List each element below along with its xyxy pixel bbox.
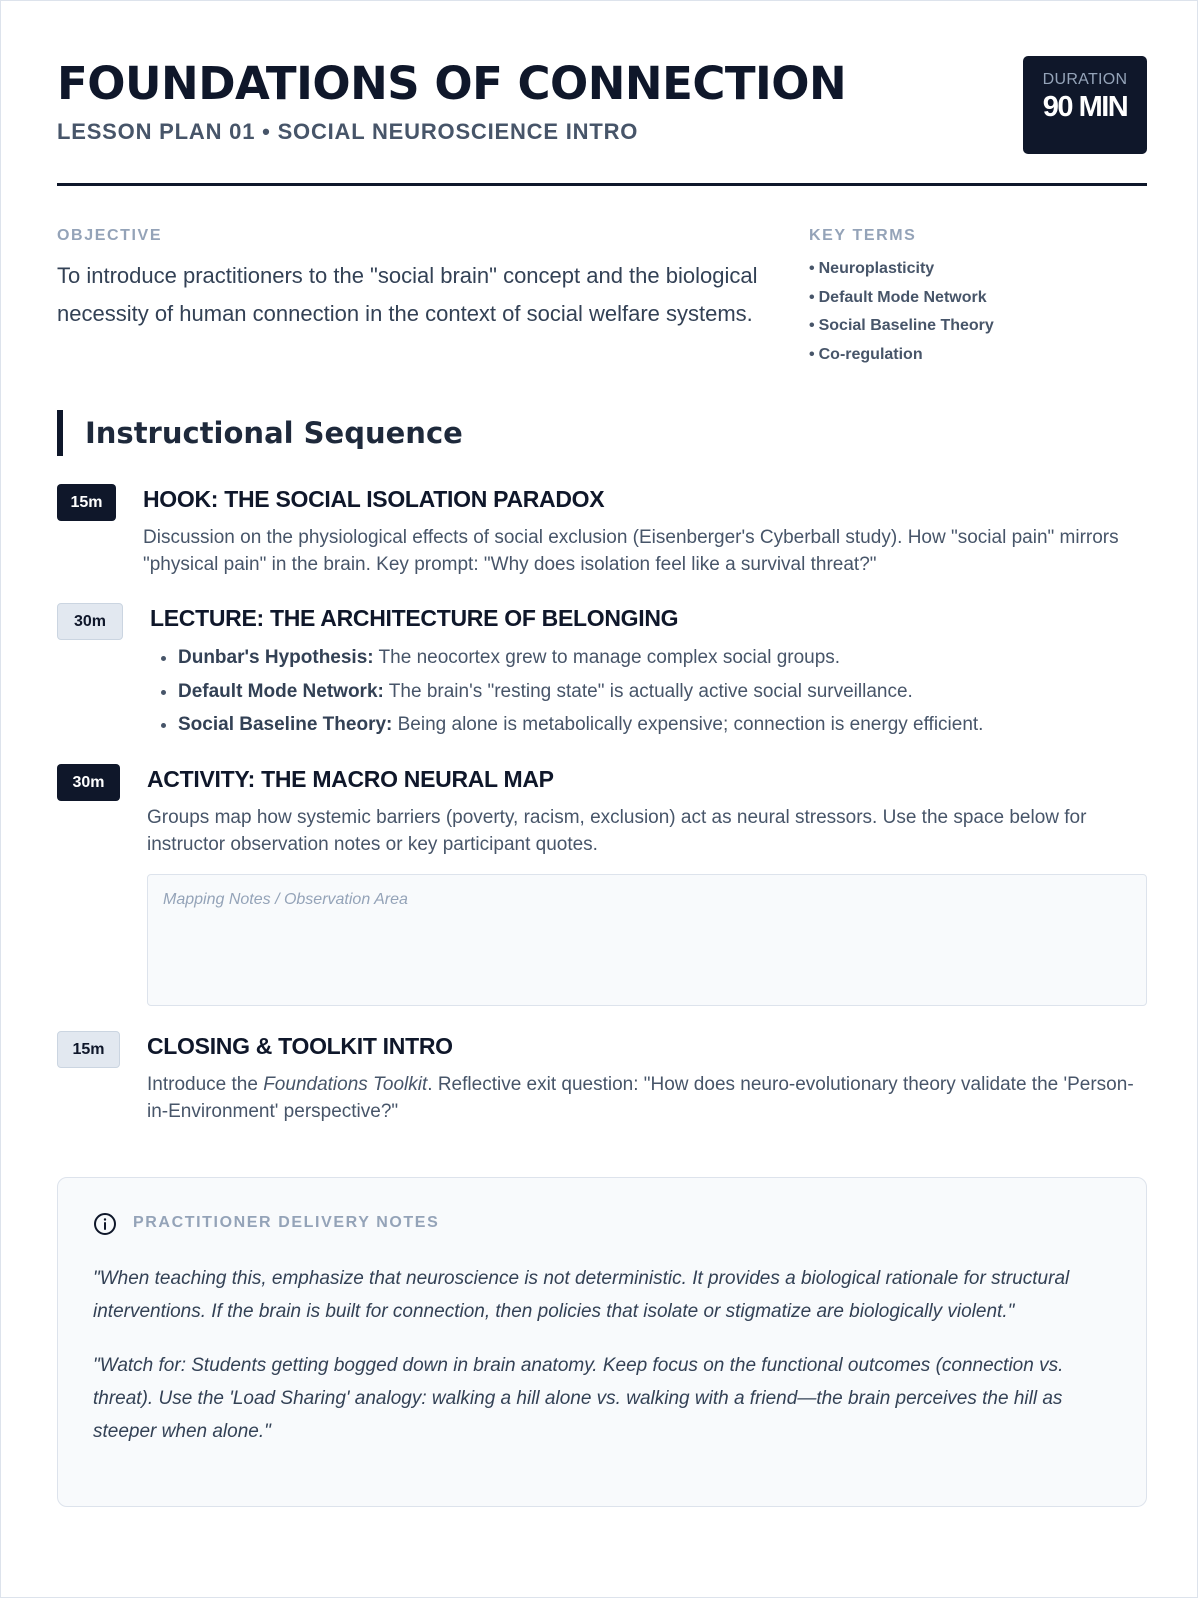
- step-duration-badge: 15m: [57, 484, 116, 521]
- duration-badge: [1023, 56, 1147, 154]
- list-item: • Dunbar's Hypothesis: The neocortex grew to manage complex social groups.: [178, 641, 1147, 675]
- key-term-item: • Neuroplasticity: [809, 260, 935, 277]
- step-description: Discussion on the physiological effects of social exclusion (Eisenberger's Cyberball study). How "social pain" mirrors "physical pain" in the brain. Key prompt: "Why does isolation feel like a survival threat?": [143, 527, 1119, 575]
- list-item: • Social Baseline Theory: Being alone is metabolically expensive; connection is energy efficient.: [178, 708, 1147, 742]
- step-content: [147, 1031, 1147, 1125]
- bullet-icon: •: [809, 317, 815, 334]
- header: [57, 56, 1147, 186]
- duration-label: DURATION: [1042, 71, 1128, 88]
- delivery-quote: "When teaching this, emphasize that neuroscience is not deterministic. It provides a biological rationale for structural interventions. If the brain is built for connection, then policies that isolate or stigmatize are biologically violent.": [93, 1268, 1070, 1322]
- key-term-item: • Co-regulation: [809, 345, 923, 363]
- info-icon: [93, 1212, 117, 1236]
- step-duration-badge: 30m: [57, 603, 123, 640]
- toolkit-name: Foundations Toolkit: [263, 1074, 428, 1095]
- key-terms-list: [809, 255, 1139, 369]
- key-terms-section: [809, 227, 1139, 369]
- step-duration-badge: 30m: [57, 764, 120, 801]
- step-duration-badge: 15m: [57, 1031, 120, 1068]
- bullet-icon: •: [809, 288, 815, 306]
- key-term-item: • Social Baseline Theory: [809, 317, 994, 334]
- step-title: ACTIVITY: THE MACRO NEURAL MAP: [147, 766, 554, 792]
- step-content: [143, 484, 1147, 578]
- delivery-notes-panel: [57, 1177, 1147, 1507]
- objective-section: [57, 227, 767, 333]
- step-points-list: [150, 641, 1147, 742]
- observation-notes-area[interactable]: [147, 874, 1147, 1006]
- delivery-quote: "Watch for: Students getting bogged down in brain anatomy. Keep focus on the functional outcomes (connection vs. threat). Use the 'Load Sharing' analogy: walking a hill alone vs. walking with a friend—the brain perceives the hill as steeper when alone.": [93, 1355, 1064, 1442]
- key-term-item: • Default Mode Network: [809, 288, 987, 306]
- delivery-notes-label: PRACTITIONER DELIVERY NOTES: [133, 1214, 440, 1231]
- step-description: Groups map how systemic barriers (poverty, racism, exclusion) act as neural stressors. Use the space below for instructor observation notes or key participant quotes.: [147, 807, 1087, 855]
- step-content: [147, 764, 1147, 1006]
- notes-placeholder: Mapping Notes / Observation Area: [163, 891, 408, 908]
- duration-value: 90 MIN: [1042, 91, 1128, 123]
- objective-text: To introduce practitioners to the "social brain" concept and the biological necessity of human connection in the context of social welfare systems.: [57, 263, 758, 326]
- step-title: HOOK: THE SOCIAL ISOLATION PARADOX: [143, 486, 605, 512]
- objective-label: OBJECTIVE: [57, 227, 163, 244]
- key-terms-label: KEY TERMS: [809, 227, 917, 244]
- sequence-heading: [57, 410, 463, 456]
- step-description: Introduce the Foundations Toolkit. Reflective exit question: "How does neuro-evolutionary theory validate the 'Person-in-Environment' perspective?": [147, 1074, 1134, 1122]
- step-content: [150, 603, 1147, 742]
- page-subtitle: LESSON PLAN 01 • SOCIAL NEUROSCIENCE INTRO: [57, 119, 639, 144]
- delivery-notes-quotes: [93, 1262, 1113, 1469]
- step-title: LECTURE: THE ARCHITECTURE OF BELONGING: [150, 605, 679, 631]
- sequence-heading-text: Instructional Sequence: [85, 416, 463, 450]
- step-title: CLOSING & TOOLKIT INTRO: [147, 1033, 453, 1059]
- bullet-icon: •: [809, 260, 815, 277]
- page-title: FOUNDATIONS OF CONNECTION: [57, 57, 847, 110]
- bullet-icon: •: [809, 345, 815, 363]
- list-item: • Default Mode Network: The brain's "resting state" is actually active social surveillance.: [178, 675, 1147, 709]
